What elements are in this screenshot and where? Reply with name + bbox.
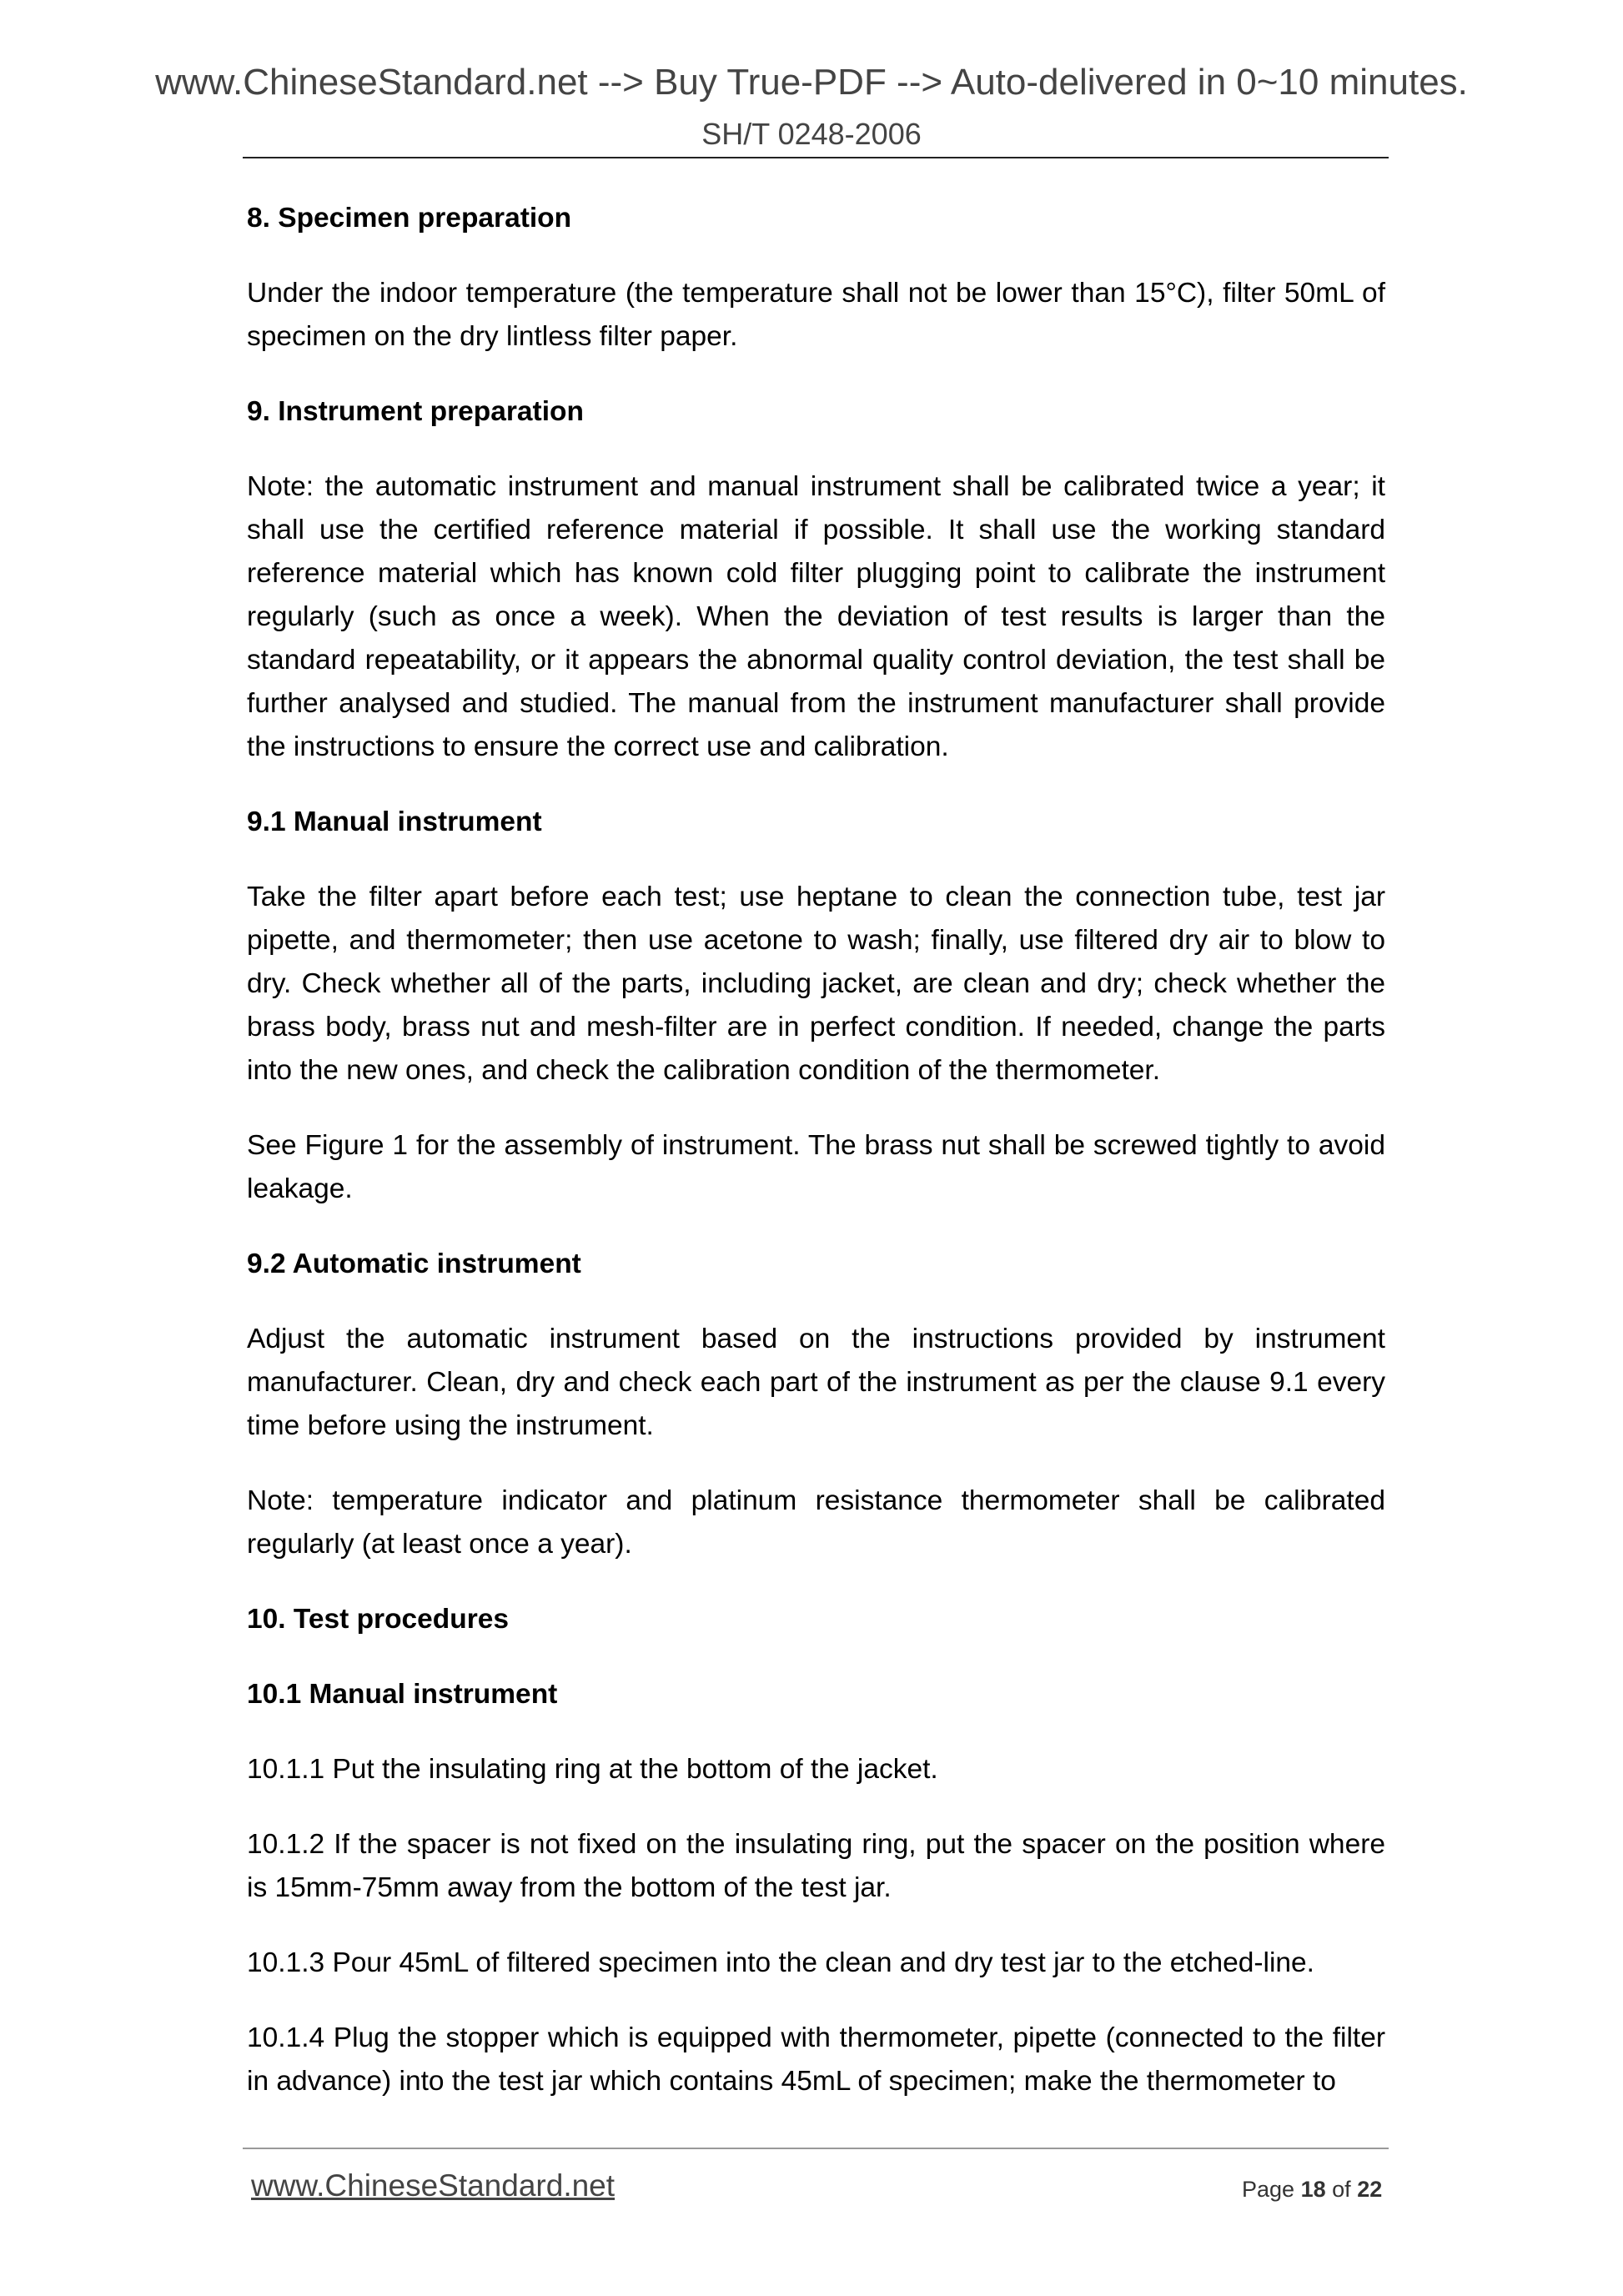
source-banner: www.ChineseStandard.net --> Buy True-PDF --> Auto-delivered in 0~10 minutes.	[155, 62, 1468, 103]
section-heading: 9.2 Automatic instrument	[247, 1248, 581, 1279]
footer-divider	[243, 2148, 1389, 2149]
page-content	[247, 197, 1385, 2135]
paragraph: Note: temperature indicator and platinum resistance thermometer shall be calibrated regularly (at least once a year).	[247, 1485, 1385, 1560]
page-of: of	[1332, 2177, 1351, 2202]
paragraph: See Figure 1 for the assembly of instrument. The brass nut shall be screwed tightly to avoid leakage.	[247, 1130, 1385, 1204]
paragraph: 10.1.3 Pour 45mL of filtered specimen into the clean and dry test jar to the etched-line.	[247, 1947, 1314, 1978]
paragraph: Note: the automatic instrument and manual instrument shall be calibrated twice a year; it shall use the certified reference material if possible. It shall use the working standard reference material which has known cold filter plugging point to calibrate the instrument regularly (such as once a week). When the deviation of test results is larger than the standard repeatability, or it appears the abnormal quality control deviation, the test shall be further analysed and studied. The manual from the instrument manufacturer shall provide the instructions to ensure the correct use and calibration.	[247, 471, 1385, 762]
footer-website-link[interactable]: www.ChineseStandard.net	[251, 2168, 616, 2203]
header-divider	[243, 157, 1389, 158]
page-word: Page	[1242, 2177, 1295, 2202]
section-heading: 10.1 Manual instrument	[247, 1679, 558, 1710]
paragraph: Take the filter apart before each test; use heptane to clean the connection tube, test jar pipette, and thermometer; then use acetone to wash; finally, use filtered dry air to blow to dry. Check whether all of the parts, including jacket, are clean and dry; check whether the brass body, brass nut and mesh-filter are in perfect condition. If needed, change the parts into the new ones, and check the calibration condition of the thermometer.	[247, 882, 1385, 1086]
paragraph: 10.1.4 Plug the stopper which is equipped with thermometer, pipette (connected to the filter in advance) into the test jar which contains 45mL of specimen; make the thermometer to	[247, 2022, 1385, 2097]
page-total: 22	[1357, 2177, 1383, 2202]
paragraph: 10.1.1 Put the insulating ring at the bottom of the jacket.	[247, 1754, 938, 1785]
page-current: 18	[1300, 2177, 1326, 2202]
paragraph: Under the indoor temperature (the temperature shall not be lower than 15°C), filter 50mL of specimen on the dry lintless filter paper.	[247, 278, 1385, 352]
section-heading: 9. Instrument preparation	[247, 396, 584, 427]
standard-code: SH/T 0248-2006	[701, 117, 922, 151]
section-heading: 9.1 Manual instrument	[247, 806, 542, 837]
section-heading: 10. Test procedures	[247, 1604, 510, 1635]
section-heading: 8. Specimen preparation	[247, 203, 572, 234]
paragraph: 10.1.2 If the spacer is not fixed on the insulating ring, put the spacer on the position where is 15mm-75mm away from the bottom of the test jar.	[247, 1829, 1385, 1903]
page-number	[1242, 2177, 1382, 2203]
paragraph: Adjust the automatic instrument based on the instructions provided by instrument manufacturer. Clean, dry and check each part of the instrument as per the clause 9.1 every time before using the instrument.	[247, 1324, 1385, 1441]
